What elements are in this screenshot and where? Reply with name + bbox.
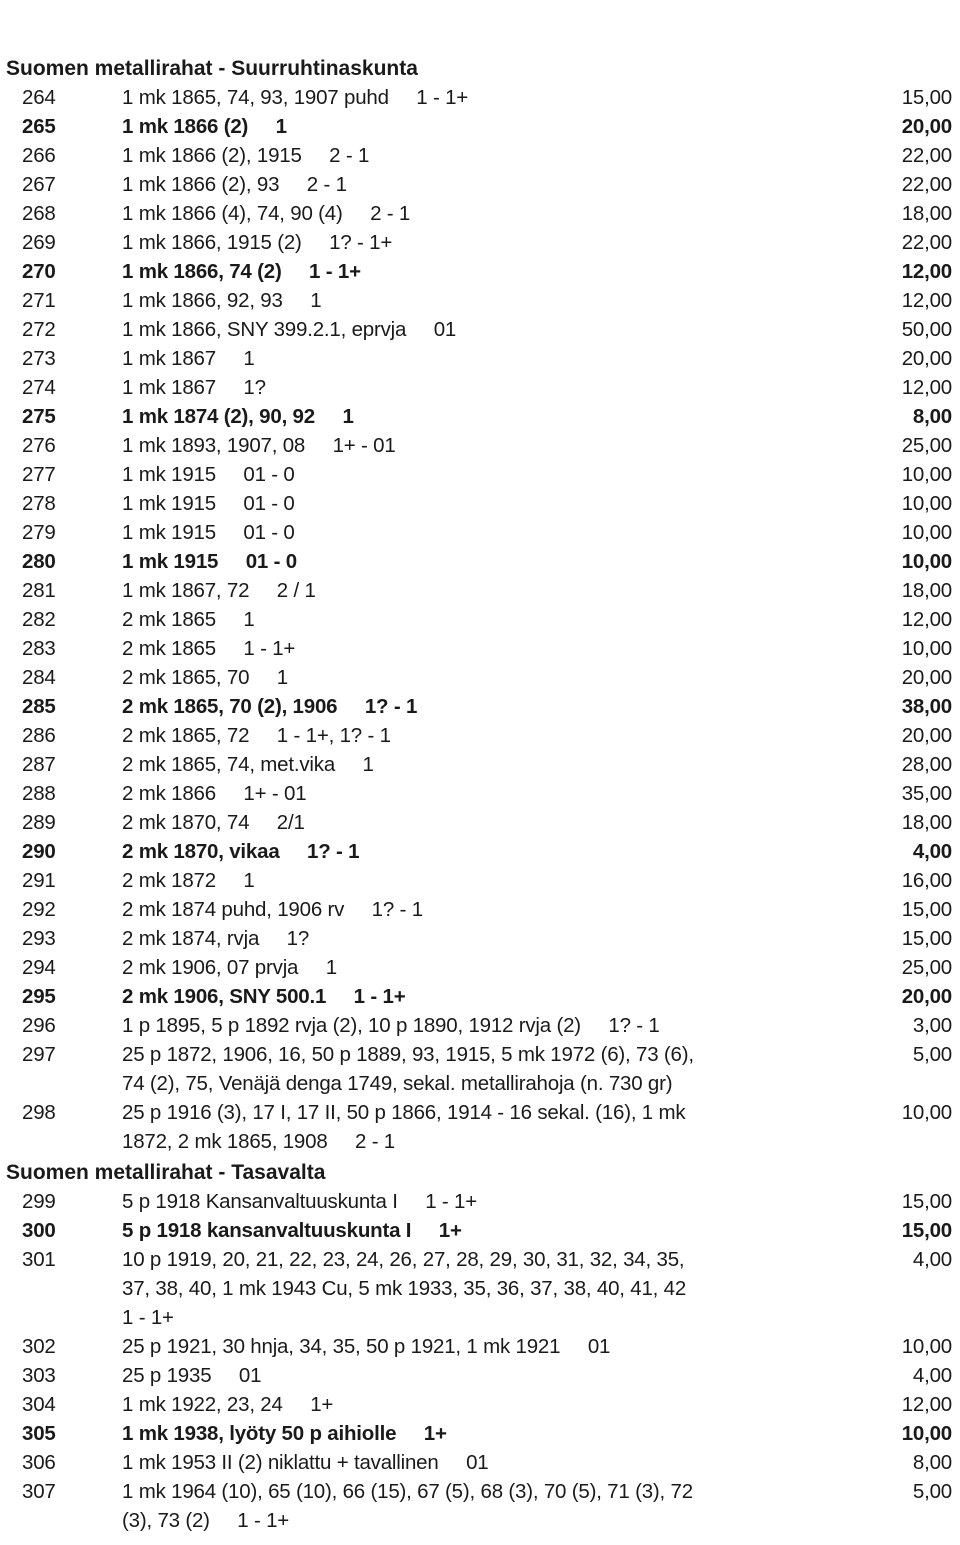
lot-row (6, 257, 954, 286)
lot-number: 270 (22, 260, 56, 283)
lot-price: 10,00 (901, 492, 952, 515)
lot-row (6, 1448, 954, 1477)
lot-row (6, 344, 954, 373)
lot-row (6, 286, 954, 315)
lot-description: 2 mk 1872 1 (122, 869, 255, 892)
lot-price: 15,00 (901, 86, 952, 109)
lot-number: 269 (22, 231, 56, 254)
lot-number: 287 (22, 753, 56, 776)
lot-price: 35,00 (901, 782, 952, 805)
lot-price: 20,00 (901, 666, 952, 689)
lot-description: 1 mk 1938, lyöty 50 p aihiolle 1+ (122, 1422, 447, 1445)
lot-number: 293 (22, 927, 56, 950)
lot-price: 10,00 (901, 637, 952, 660)
lot-row (6, 1245, 954, 1332)
lot-description: 2 mk 1906, SNY 500.1 1 - 1+ (122, 985, 406, 1008)
lot-row (6, 228, 954, 257)
lot-price: 28,00 (901, 753, 952, 776)
lot-row (6, 1332, 954, 1361)
lot-price: 3,00 (912, 1014, 952, 1037)
lot-price: 18,00 (901, 811, 952, 834)
lot-description: 25 p 1935 01 (122, 1364, 262, 1387)
lot-number: 286 (22, 724, 56, 747)
lot-number: 279 (22, 521, 56, 544)
lot-price: 12,00 (901, 376, 952, 399)
lot-row (6, 1098, 954, 1156)
lot-row (6, 605, 954, 634)
lot-description: 1 mk 1866, SNY 399.2.1, eprvja 01 (122, 318, 457, 341)
lot-description: 5 p 1918 Kansanvaltuuskunta I 1 - 1+ (122, 1190, 477, 1213)
lot-row (6, 1216, 954, 1245)
lot-price: 10,00 (901, 1335, 952, 1358)
lot-number: 297 (22, 1043, 56, 1066)
lot-price: 25,00 (901, 434, 952, 457)
lot-price: 15,00 (901, 1190, 952, 1213)
lot-description: 1 mk 1953 II (2) niklattu + tavallinen 01 (122, 1451, 489, 1474)
lot-number: 282 (22, 608, 56, 631)
lot-description: 1 mk 1964 (10), 65 (10), 66 (15), 67 (5), 68 (3), 70 (5), 71 (3), 72 (3), 73 (2) 1 - 1+ (122, 1480, 693, 1532)
lot-number: 295 (22, 985, 56, 1008)
lot-row (6, 750, 954, 779)
lot-number: 275 (22, 405, 56, 428)
lot-row (6, 634, 954, 663)
lot-number: 307 (22, 1480, 56, 1503)
lot-number: 301 (22, 1248, 56, 1271)
lot-row (6, 1011, 954, 1040)
lot-row (6, 1419, 954, 1448)
lot-price: 22,00 (901, 144, 952, 167)
lot-description: 2 mk 1870, 74 2/1 (122, 811, 305, 834)
lot-description: 1 mk 1865, 74, 93, 1907 puhd 1 - 1+ (122, 86, 469, 109)
lot-description: 2 mk 1865 1 - 1+ (122, 637, 296, 660)
lot-price: 18,00 (901, 579, 952, 602)
lot-row (6, 576, 954, 605)
lot-description: 2 mk 1874, rvja 1? (122, 927, 310, 950)
lot-number: 290 (22, 840, 56, 863)
lot-description: 1 mk 1866, 74 (2) 1 - 1+ (122, 260, 361, 283)
lot-number: 271 (22, 289, 56, 312)
lot-description: 25 p 1916 (3), 17 I, 17 II, 50 p 1866, 1914 - 16 sekal. (16), 1 mk 1872, 2 mk 1865, 1908 2 - 1 (122, 1101, 686, 1153)
lot-number: 306 (22, 1451, 56, 1474)
lot-description: 2 mk 1865, 72 1 - 1+, 1? - 1 (122, 724, 391, 747)
lot-row (6, 837, 954, 866)
lot-number: 266 (22, 144, 56, 167)
lot-price: 8,00 (912, 405, 952, 428)
lot-number: 285 (22, 695, 56, 718)
lot-row (6, 953, 954, 982)
lot-description: 5 p 1918 kansanvaltuuskunta I 1+ (122, 1219, 462, 1242)
lot-row (6, 460, 954, 489)
lot-row (6, 982, 954, 1011)
lot-number: 274 (22, 376, 56, 399)
lot-price: 38,00 (901, 695, 952, 718)
lot-description: 10 p 1919, 20, 21, 22, 23, 24, 26, 27, 28, 29, 30, 31, 32, 34, 35, 37, 38, 40, 1 mk 1943 Cu, 5 mk 1933, 35, 36, 37, 38, 40, 41, 42 1 - 1+ (122, 1248, 687, 1329)
lot-number: 288 (22, 782, 56, 805)
lot-row (6, 373, 954, 402)
lot-description: 2 mk 1865, 70 1 (122, 666, 288, 689)
lot-price: 20,00 (901, 347, 952, 370)
lot-description: 2 mk 1870, vikaa 1? - 1 (122, 840, 360, 863)
lot-description: 1 mk 1866 (2), 1915 2 - 1 (122, 144, 370, 167)
lot-number: 283 (22, 637, 56, 660)
lot-row (6, 489, 954, 518)
lot-price: 15,00 (901, 898, 952, 921)
lot-row (6, 199, 954, 228)
lot-description: 25 p 1921, 30 hnja, 34, 35, 50 p 1921, 1 mk 1921 01 (122, 1335, 611, 1358)
lot-price: 10,00 (901, 550, 952, 573)
lot-price: 10,00 (901, 463, 952, 486)
lot-row (6, 141, 954, 170)
lot-description: 1 p 1895, 5 p 1892 rvja (2), 10 p 1890, 1912 rvja (2) 1? - 1 (122, 1014, 660, 1037)
lot-number: 267 (22, 173, 56, 196)
lot-description: 2 mk 1865, 70 (2), 1906 1? - 1 (122, 695, 418, 718)
lot-description: 1 mk 1866 (4), 74, 90 (4) 2 - 1 (122, 202, 411, 225)
lot-description: 1 mk 1915 01 - 0 (122, 463, 295, 486)
lot-description: 1 mk 1893, 1907, 08 1+ - 01 (122, 434, 396, 457)
lot-number: 278 (22, 492, 56, 515)
lot-price: 16,00 (901, 869, 952, 892)
lot-number: 302 (22, 1335, 56, 1358)
lot-number: 284 (22, 666, 56, 689)
lot-number: 300 (22, 1219, 56, 1242)
lot-price: 12,00 (901, 289, 952, 312)
lot-price: 20,00 (901, 985, 952, 1008)
lot-number: 276 (22, 434, 56, 457)
section-heading: Suomen metallirahat - Suurruhtinaskunta (6, 57, 418, 80)
lot-row (6, 692, 954, 721)
lot-price: 4,00 (912, 840, 952, 863)
lot-price: 4,00 (912, 1248, 952, 1271)
lot-description: 1 mk 1866 (2), 93 2 - 1 (122, 173, 347, 196)
lot-price: 25,00 (901, 956, 952, 979)
lot-price: 5,00 (912, 1480, 952, 1503)
lot-price: 10,00 (901, 1422, 952, 1445)
lot-description: 2 mk 1865 1 (122, 608, 255, 631)
lot-number: 265 (22, 115, 56, 138)
lot-row (6, 1390, 954, 1419)
lot-row (6, 721, 954, 750)
lot-number: 281 (22, 579, 56, 602)
lot-row (6, 808, 954, 837)
lot-number: 273 (22, 347, 56, 370)
lot-price: 10,00 (901, 521, 952, 544)
lot-description: 1 mk 1867 1? (122, 376, 266, 399)
lot-number: 280 (22, 550, 56, 573)
lot-price: 12,00 (901, 608, 952, 631)
lot-number: 303 (22, 1364, 56, 1387)
lot-number: 277 (22, 463, 56, 486)
section-heading: Suomen metallirahat - Tasavalta (6, 1161, 326, 1184)
lot-description: 1 mk 1866 (2) 1 (122, 115, 287, 138)
lot-price: 4,00 (912, 1364, 952, 1387)
lot-description: 1 mk 1922, 23, 24 1+ (122, 1393, 334, 1416)
lot-price: 22,00 (901, 173, 952, 196)
lot-row (6, 1477, 954, 1535)
lot-price: 50,00 (901, 318, 952, 341)
lot-row (6, 866, 954, 895)
lot-description: 1 mk 1874 (2), 90, 92 1 (122, 405, 354, 428)
lot-number: 268 (22, 202, 56, 225)
lot-number: 298 (22, 1101, 56, 1124)
lot-row (6, 402, 954, 431)
lot-description: 1 mk 1866, 1915 (2) 1? - 1+ (122, 231, 393, 254)
lot-number: 305 (22, 1422, 56, 1445)
lot-row (6, 924, 954, 953)
lot-number: 299 (22, 1190, 56, 1213)
lot-number: 291 (22, 869, 56, 892)
lot-row (6, 779, 954, 808)
lot-number: 294 (22, 956, 56, 979)
lot-row (6, 518, 954, 547)
lot-description: 1 mk 1915 01 - 0 (122, 550, 297, 573)
lot-row (6, 431, 954, 460)
lot-description: 1 mk 1867, 72 2 / 1 (122, 579, 316, 602)
lot-description: 1 mk 1915 01 - 0 (122, 521, 295, 544)
lot-price: 15,00 (901, 927, 952, 950)
lot-description: 2 mk 1866 1+ - 01 (122, 782, 307, 805)
lot-description: 2 mk 1906, 07 prvja 1 (122, 956, 337, 979)
lot-row (6, 547, 954, 576)
lot-price: 20,00 (901, 724, 952, 747)
lot-price: 15,00 (901, 1219, 952, 1242)
lot-number: 304 (22, 1393, 56, 1416)
lot-row (6, 663, 954, 692)
lot-number: 289 (22, 811, 56, 834)
lot-price: 12,00 (901, 1393, 952, 1416)
lot-price: 12,00 (901, 260, 952, 283)
lot-price: 22,00 (901, 231, 952, 254)
lot-price: 10,00 (901, 1101, 952, 1124)
lot-price: 5,00 (912, 1043, 952, 1066)
lot-number: 292 (22, 898, 56, 921)
lot-price: 18,00 (901, 202, 952, 225)
lot-row (6, 112, 954, 141)
lot-description: 2 mk 1865, 74, met.vika 1 (122, 753, 374, 776)
lot-description: 1 mk 1866, 92, 93 1 (122, 289, 322, 312)
lot-row (6, 170, 954, 199)
lot-row (6, 895, 954, 924)
lot-price: 20,00 (901, 115, 952, 138)
lot-row (6, 83, 954, 112)
lot-description: 1 mk 1867 1 (122, 347, 255, 370)
lot-number: 296 (22, 1014, 56, 1037)
lot-number: 264 (22, 86, 56, 109)
lot-description: 25 p 1872, 1906, 16, 50 p 1889, 93, 1915, 5 mk 1972 (6), 73 (6), 74 (2), 75, Venäjä denga 1749, sekal. metallirahoja (n. 730 gr) (122, 1043, 694, 1095)
lot-price: 8,00 (912, 1451, 952, 1474)
lot-description: 1 mk 1915 01 - 0 (122, 492, 295, 515)
lot-row (6, 1361, 954, 1390)
lot-description: 2 mk 1874 puhd, 1906 rv 1? - 1 (122, 898, 423, 921)
lot-number: 272 (22, 318, 56, 341)
lot-row (6, 1040, 954, 1098)
lot-row (6, 315, 954, 344)
lot-row (6, 1187, 954, 1216)
